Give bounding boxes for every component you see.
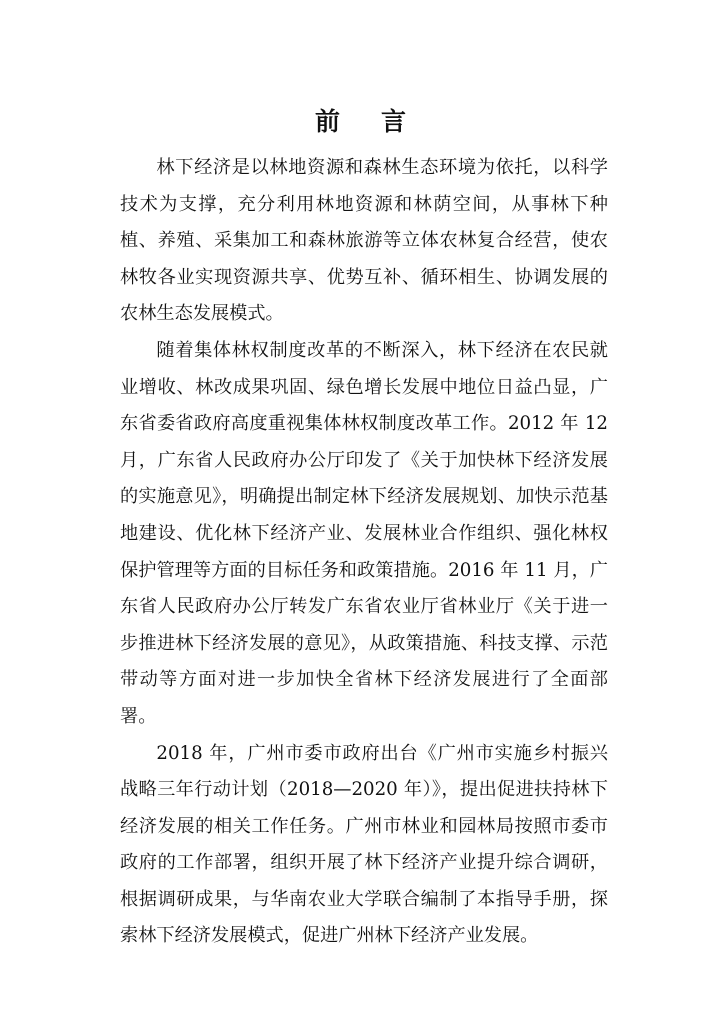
paragraph-1: 林下经济是以林地资源和森林生态环境为依托，以科学技术为支撑，充分利用林地资源和林荫空间，从事林下种植、养殖、采集加工和森林旅游等立体农林复合经营，使农林牧各业实现资源共享、优势互补、循环相生、协调发展的农林生态发展模式。: [120, 157, 608, 325]
page-title: [0, 102, 722, 142]
paragraph-3: 2018 年，广州市委市政府出台《广州市实施乡村振兴战略三年行动计划（2018—2020 年）》，提出促进扶持林下经济发展的相关工作任务。广州市林业和园林局按照市委市政府的工作部署，组织开展了林下经济产业提升综合调研，根据调研成果，与华南农业大学联合编制了本指导手册，探索林下经济发展模式，促进广州林下经济产业发展。: [120, 742, 608, 947]
preface-body: [120, 150, 608, 955]
title-char-left: 前: [314, 107, 341, 136]
paragraph-2: 随着集体林权制度改革的不断深入，林下经济在农民就业增收、林改成果巩固、绿色增长发展中地位日益凸显，广东省委省政府高度重视集体林权制度改革工作。2012 年 12 月，广东省人民政府办公厅印发了《关于加快林下经济发展的实施意见》，明确提出制定林下经济发展规划、加快示范基地建设、优化林下经济产业、发展林业合作组织、强化林权保护管理等方面的目标任务和政策措施。2016 年 11 月，广东省人民政府办公厅转发广东省农业厅省林业厅《关于进一步推进林下经济发展的意见》，从政策措施、科技支撑、示范带动等方面对进一步加快全省林下经济发展进行了全面部署。: [120, 339, 608, 727]
title-char-right: 言: [381, 107, 408, 136]
